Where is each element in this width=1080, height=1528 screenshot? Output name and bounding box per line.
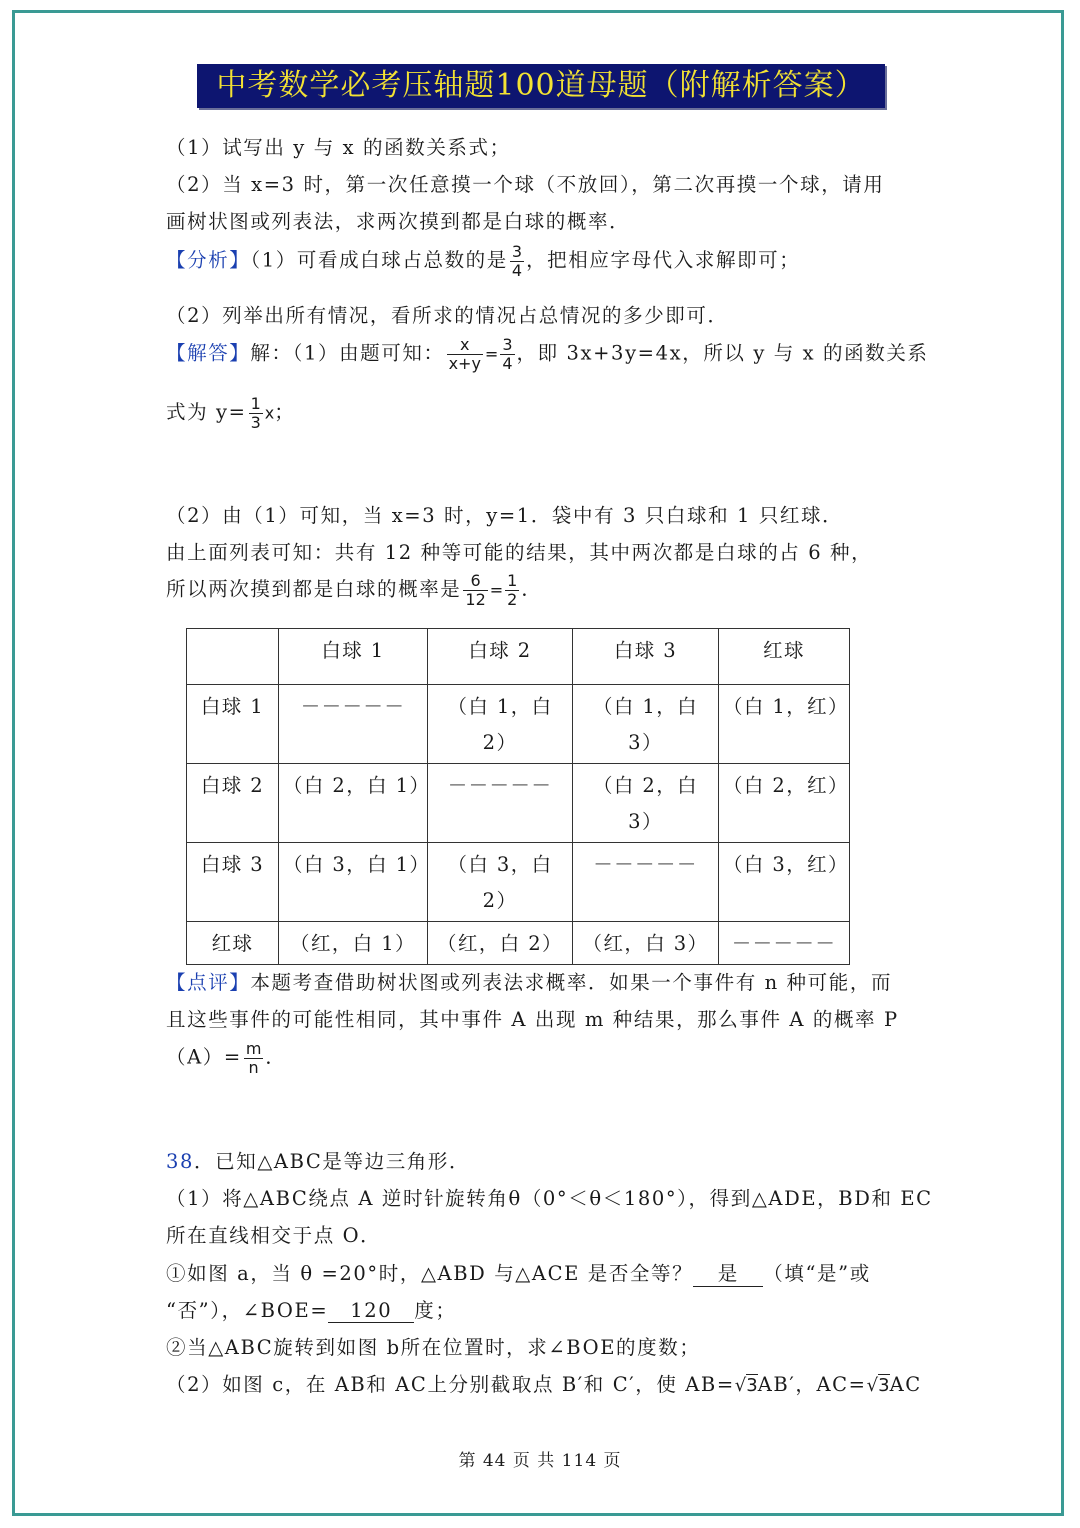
comment-text-3b: ． [265, 1045, 287, 1069]
table-cell: （白 3，白 2） [428, 843, 573, 922]
table-cell: 白球 2 [428, 629, 573, 685]
table-cell [187, 629, 279, 685]
sqrt-symbol: √ [866, 1375, 879, 1396]
table-cell: （红，白 1） [279, 922, 428, 965]
table-row [187, 843, 850, 922]
analysis-text-b: ，把相应字母代入求解即可； [526, 248, 801, 272]
fraction-num: m [245, 1039, 262, 1058]
table-cell: 白球 1 [279, 629, 428, 685]
q38-line-4 [166, 1258, 871, 1287]
answer2-text-a: 式为 y= [166, 400, 247, 424]
fraction-den: 3 [250, 412, 261, 432]
fraction-den: 2 [507, 589, 518, 609]
fraction-den: x+y [448, 353, 481, 373]
fraction-num: 1 [250, 394, 261, 413]
sqrt-radicand: 3 [746, 1375, 758, 1396]
comment-text-3a: （A）= [166, 1045, 242, 1069]
answer-text-a: 解：（1）由题可知： [250, 341, 445, 365]
part2-text-b: ． [521, 577, 543, 601]
q38-text-4b: （填“是”或 [763, 1262, 871, 1285]
q38-line-1 [166, 1146, 470, 1174]
probability-table [186, 628, 850, 965]
part2-line-1: （2）由（1）可知，当 x=3 时，y=1．袋中有 3 只白球和 1 只红球． [166, 504, 844, 527]
table-row [187, 764, 850, 843]
table-cell: （白 1，红） [719, 685, 850, 764]
sqrt-radicand: 3 [878, 1375, 890, 1396]
q38-text-5b: 度； [414, 1299, 457, 1322]
table-cell: 白球 3 [573, 629, 719, 685]
table-cell: 红球 [719, 629, 850, 685]
q38-line-3: 所在直线相交于点 O． [166, 1224, 382, 1247]
q38-line-7 [166, 1369, 922, 1397]
table-cell: －－－－－ [719, 922, 850, 965]
q38-line-2: （1）将△ABC绕点 A 逆时针旋转角θ（0°＜θ＜180°），得到△ADE，BD和 EC [166, 1187, 933, 1210]
q38-text-4a: ①如图 a，当 θ =20°时，△ABD 与△ACE 是否全等？ [166, 1262, 694, 1285]
table-cell: 白球 1 [187, 685, 279, 764]
fraction-num: x [447, 336, 483, 355]
answer-line [166, 336, 929, 372]
part2-line-2: 由上面列表可知：共有 12 种等可能的结果，其中两次都是白球的占 6 种， [166, 541, 873, 564]
sqrt-3 [867, 1374, 890, 1396]
answer-blank-congruent: 是 [693, 1258, 763, 1287]
fraction-x-over-xy [447, 336, 483, 372]
q38-text-7c: AC [889, 1373, 922, 1396]
comment-text-1: 本题考查借助树状图或列表法求概率．如果一个事件有 n 种可能，而 [250, 971, 893, 994]
sqrt-symbol: √ [734, 1375, 747, 1396]
q-part2-cont: 画树状图或列表法，求两次摸到都是白球的概率． [166, 210, 631, 233]
fraction-six-twelfths [463, 572, 487, 608]
table-cell: （白 3，白 1） [279, 843, 428, 922]
q38-text-1: ．已知△ABC是等边三角形． [194, 1150, 471, 1173]
table-cell: （白 3，红） [719, 843, 850, 922]
table-cell: （白 1，白 3） [573, 685, 719, 764]
q-part2: （2）当 x=3 时，第一次任意摸一个球（不放回），第二次再摸一个球，请用 [166, 173, 885, 196]
q-part1: （1）试写出 y 与 x 的函数关系式； [166, 136, 511, 159]
comment-tag: 【点评】 [166, 971, 251, 994]
table-cell: －－－－－ [573, 843, 719, 922]
fraction-three-fourths-2 [500, 336, 514, 372]
q38-line-5 [166, 1295, 456, 1323]
table-cell: （红，白 3） [573, 922, 719, 965]
equals-sign: = [489, 580, 504, 600]
page-title: 中考数学必考压轴题100道母题（附解析答案） [197, 64, 885, 108]
fraction-one-third [249, 395, 263, 431]
sqrt-3 [735, 1374, 758, 1396]
table-cell: （白 2，白 3） [573, 764, 719, 843]
answer-blank-angle: 120 [328, 1299, 414, 1323]
answer-tag: 【解答】 [166, 341, 251, 365]
fraction-den: 4 [502, 353, 513, 373]
analysis-line [166, 243, 800, 279]
q38-text-5a: “否”），∠BOE= [166, 1299, 329, 1322]
analysis-line-2: （2）列举出所有情况，看所求的情况占总情况的多少即可． [166, 304, 729, 327]
equals-sign: = [484, 344, 499, 364]
answer2-var: x [264, 403, 275, 423]
analysis-tag: 【分析】 [166, 248, 251, 272]
fraction-num: 3 [511, 242, 523, 261]
table-cell: 白球 2 [187, 764, 279, 843]
table-cell: （白 2，红） [719, 764, 850, 843]
fraction-num: 6 [463, 572, 487, 591]
table-cell: 白球 3 [187, 843, 279, 922]
q38-line-6: ②当△ABC旋转到如图 b所在位置时，求∠BOE的度数； [166, 1336, 701, 1359]
fraction-den: n [248, 1057, 259, 1077]
part2-text-a: 所以两次摸到都是白球的概率是 [166, 577, 462, 601]
fraction-three-fourths [510, 243, 524, 279]
fraction-den: 4 [511, 260, 523, 280]
comment-line-2: 且这些事件的可能性相同，其中事件 A 出现 m 种结果，那么事件 A 的概率 P [166, 1008, 899, 1031]
table-cell: －－－－－ [428, 764, 573, 843]
q38-text-7a: （2）如图 c，在 AB和 AC上分别截取点 B′和 C′，使 AB= [166, 1373, 735, 1396]
question-number: 38 [166, 1150, 195, 1173]
answer-text-b: ，即 3x+3y=4x，所以 y 与 x 的函数关系 [516, 341, 929, 365]
table-row [187, 922, 850, 965]
fraction-m-over-n [244, 1040, 264, 1076]
table-cell: （白 1，白 2） [428, 685, 573, 764]
fraction-den: 12 [465, 589, 486, 609]
analysis-text-a: （1）可看成白球占总数的是 [250, 248, 508, 272]
answer2-text-b: ； [274, 400, 296, 424]
table-header-row [187, 629, 850, 685]
answer-line-2 [166, 395, 295, 431]
table-cell: （红，白 2） [428, 922, 573, 965]
comment-line-3 [166, 1040, 287, 1076]
q38-text-7b: AB′，AC= [757, 1373, 867, 1396]
table-cell: （白 2，白 1） [279, 764, 428, 843]
fraction-one-half [505, 572, 519, 608]
fraction-num: 1 [507, 571, 518, 590]
table-cell: －－－－－ [279, 685, 428, 764]
table-row [187, 685, 850, 764]
comment-line-1 [166, 967, 892, 995]
table-cell: 红球 [187, 922, 279, 965]
fraction-num: 3 [502, 335, 513, 354]
part2-line-3 [166, 572, 542, 608]
page-footer: 第 44 页 共 114 页 [458, 1451, 622, 1471]
